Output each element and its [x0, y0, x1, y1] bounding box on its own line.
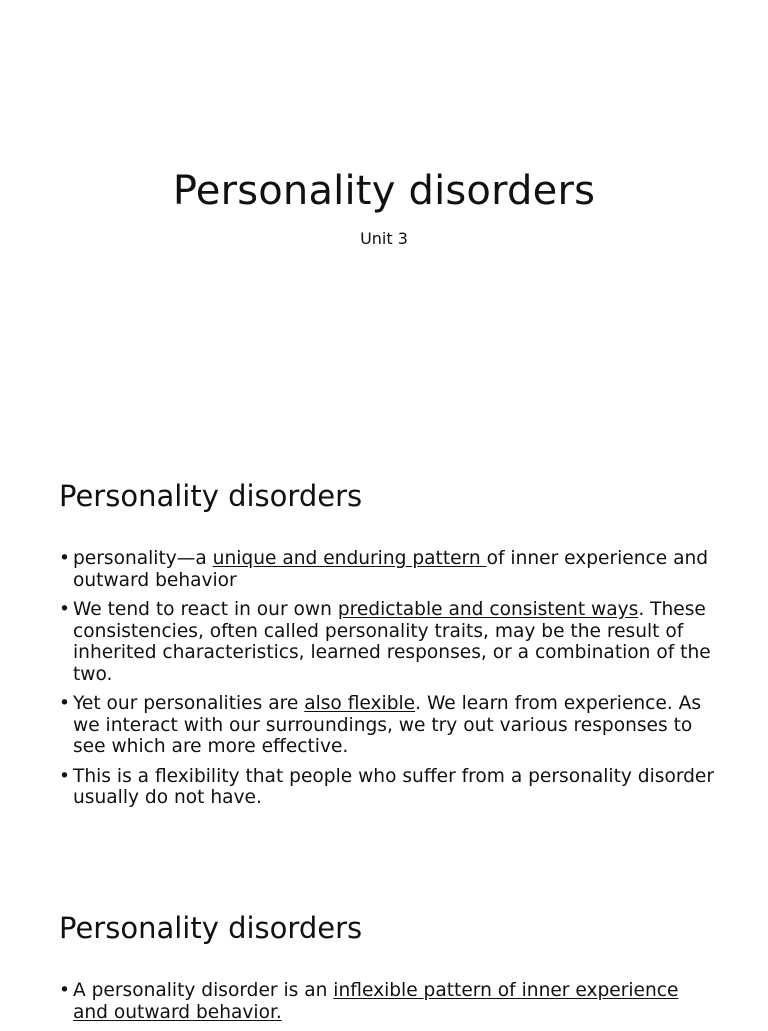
bullet-text: This is a flexibility that people who suffer from a personality disorder usually do not have.	[73, 765, 715, 808]
bullet-item	[59, 766, 719, 809]
bullet-text-cont: of inner experience and outward behavior	[73, 548, 709, 591]
bullet-text: Yet our personalities are	[73, 693, 305, 714]
bullet-item	[59, 599, 719, 685]
bullet-icon: •	[59, 693, 70, 714]
bullet-emphasis: also flexible	[304, 693, 416, 714]
bullet-text: We tend to react in our own	[73, 599, 338, 620]
bullet-text: A personality disorder is an	[73, 980, 334, 1001]
bullet-list	[59, 980, 719, 1031]
content-slide-2	[0, 864, 768, 1024]
bullet-icon: •	[59, 980, 70, 1001]
bullet-text: personality—a	[73, 548, 213, 569]
slide-heading: Personality disorders	[59, 479, 363, 513]
bullet-icon: •	[59, 599, 70, 620]
bullet-text-cont: . These consistencies, often called personality traits, may be the result of inherited characteristics, learned responses, or a combination of the two.	[73, 599, 711, 685]
content-slide-1	[0, 432, 768, 864]
slide-heading: Personality disorders	[59, 911, 363, 945]
bullet-item	[59, 980, 719, 1023]
bullet-emphasis: inflexible pattern of inner experience and outward behavior.	[73, 980, 679, 1023]
bullet-text-cont: . We learn from experience. As we interact with our surroundings, we try out various responses to see which are more effective.	[73, 693, 702, 757]
bullet-item	[59, 693, 719, 758]
slide-subtitle: Unit 3	[360, 229, 408, 248]
bullet-item	[59, 548, 719, 591]
bullet-icon: •	[59, 548, 70, 569]
bullet-emphasis: unique and enduring pattern	[212, 548, 487, 569]
bullet-list	[59, 548, 719, 817]
slide-title: Personality disorders	[172, 168, 596, 214]
bullet-emphasis: predictable and consistent ways	[337, 599, 639, 620]
bullet-icon: •	[59, 765, 70, 787]
title-slide	[0, 0, 768, 432]
